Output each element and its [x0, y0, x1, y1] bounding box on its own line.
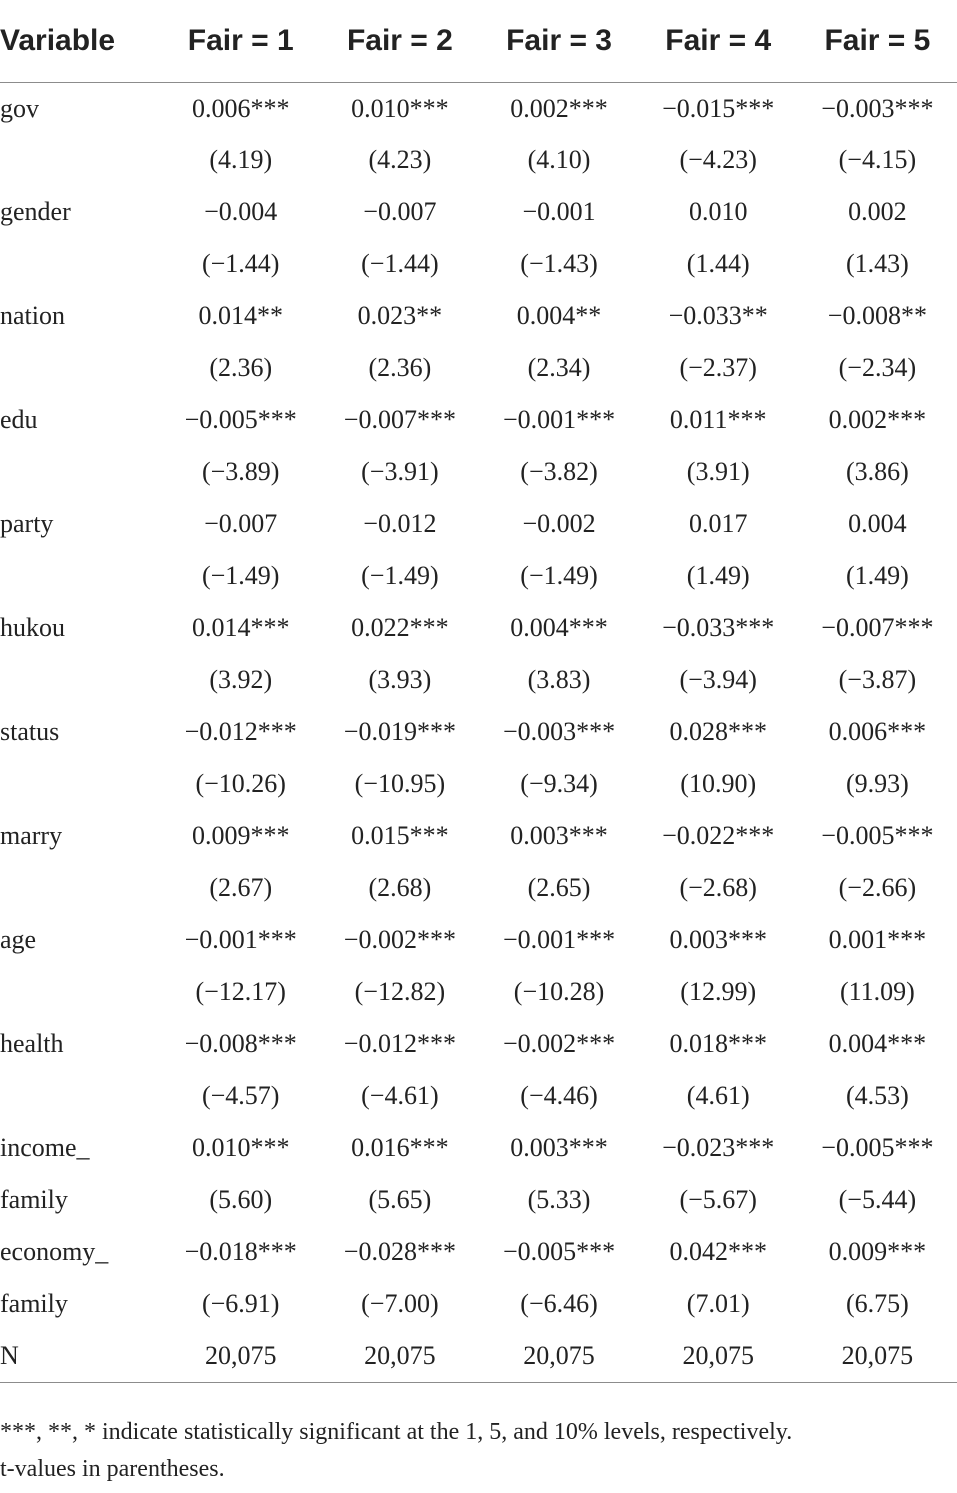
variable-name-cell: status — [0, 717, 60, 746]
fair-3-cell: −0.002*** — [502, 1029, 616, 1058]
fair-5-cell: 0.004*** — [828, 1029, 927, 1058]
fair-1-cell: 20,075 — [161, 1330, 320, 1382]
fair-5-cell: 20,075 — [798, 1330, 957, 1382]
fair-4-cell: (−2.37) — [679, 353, 757, 382]
fair-3-cell: 0.004** — [516, 301, 602, 330]
fair-2-cell: −0.028*** — [343, 1237, 456, 1266]
fair-3-cell: (4.10) — [527, 145, 591, 174]
fair-2-cell: (3.93) — [368, 665, 432, 694]
variable-name-cell: party — [0, 509, 54, 538]
table-row — [0, 342, 957, 394]
variable-name-cell: marry — [0, 821, 63, 850]
fair-1-cell: 0.014** — [198, 301, 283, 330]
table-row — [0, 1278, 957, 1330]
fair-1-cell: 0.014*** — [191, 613, 290, 642]
table-row — [0, 706, 957, 758]
fair-5-cell: 0.002 — [848, 197, 907, 226]
fair-5-cell: (1.43) — [845, 249, 909, 278]
fair-4-cell: −0.015*** — [662, 94, 775, 124]
table-row — [0, 238, 957, 290]
fair-1-cell: −0.008*** — [184, 1029, 297, 1058]
fair-2-cell: (−3.91) — [361, 457, 439, 486]
fair-5-cell: (9.93) — [845, 769, 909, 798]
fair-2-cell: −0.002*** — [343, 925, 456, 954]
fair-4-cell: (1.49) — [686, 561, 750, 590]
fair-1-cell: (−4.57) — [201, 1081, 280, 1110]
fair-5-cell: 0.009*** — [828, 1237, 927, 1266]
fair-1-cell: (3.92) — [209, 665, 273, 694]
fair-4-cell: (3.91) — [686, 457, 750, 486]
fair-5-cell: 0.006*** — [828, 717, 927, 746]
fair-1-cell: −0.007 — [204, 509, 278, 538]
fair-2-cell: (−1.44) — [361, 249, 439, 278]
fair-3-cell: (−6.46) — [520, 1289, 598, 1318]
variable-name-cell — [0, 966, 161, 1018]
fair-5-cell: 0.001*** — [828, 925, 927, 954]
fair-4-cell: −0.033** — [668, 301, 768, 330]
fair-4-cell: −0.023*** — [662, 1133, 775, 1162]
fair-2-cell: −0.012 — [363, 509, 437, 538]
variable-name-cell — [0, 862, 161, 914]
fair-2-cell: −0.012*** — [343, 1029, 456, 1058]
fair-4-cell: (10.90) — [680, 769, 757, 798]
table-row — [0, 82, 957, 134]
variable-name-cell: edu — [0, 405, 38, 434]
table-row — [0, 914, 957, 966]
fair-2-cell: −0.007*** — [343, 405, 456, 434]
fair-3-cell: −0.001*** — [502, 925, 616, 954]
fair-4-cell: 0.018*** — [669, 1029, 767, 1058]
table-body — [0, 82, 957, 1382]
fair-2-cell: 0.023** — [357, 301, 443, 330]
header-fair-3: Fair = 3 — [479, 0, 638, 82]
fair-3-cell: −0.001*** — [502, 405, 616, 434]
table-row — [0, 1070, 957, 1122]
fair-1-cell: −0.018*** — [184, 1237, 297, 1266]
fair-4-cell: (7.01) — [686, 1289, 750, 1318]
table-row — [0, 1018, 957, 1070]
table-notes — [0, 1414, 957, 1488]
variable-name-cell: N — [0, 1330, 161, 1382]
fair-4-cell: (−5.67) — [679, 1185, 757, 1214]
fair-3-cell: (5.33) — [527, 1185, 591, 1214]
fair-4-cell: −0.022*** — [662, 821, 775, 850]
fair-1-cell: (−6.91) — [201, 1289, 280, 1318]
fair-3-cell: (−1.43) — [520, 249, 598, 278]
fair-2-cell: 0.010*** — [351, 94, 449, 124]
fair-2-cell: (2.68) — [368, 873, 432, 902]
fair-2-cell: (4.23) — [368, 145, 432, 174]
fair-4-cell: (12.99) — [680, 977, 757, 1006]
fair-4-cell: 20,075 — [639, 1330, 798, 1382]
table-row — [0, 602, 957, 654]
fair-1-cell: (2.67) — [209, 873, 273, 902]
fair-2-cell: (−1.49) — [361, 561, 439, 590]
fair-1-cell: −0.004 — [204, 197, 278, 226]
variable-name-cell: family — [0, 1289, 68, 1318]
t-values-note: t-values in parentheses. — [0, 1456, 225, 1482]
fair-5-cell: (−3.87) — [838, 665, 917, 694]
fair-3-cell: (2.65) — [527, 873, 591, 902]
fair-2-cell: (−10.95) — [354, 769, 446, 798]
table-row — [0, 654, 957, 706]
fair-3-cell: (−9.34) — [520, 769, 598, 798]
fair-3-cell: −0.003*** — [502, 717, 616, 746]
table-row — [0, 394, 957, 446]
fair-1-cell: (2.36) — [209, 353, 273, 382]
fair-1-cell: 0.009*** — [191, 821, 290, 850]
table-row — [0, 758, 957, 810]
variable-name-cell: hukou — [0, 613, 65, 642]
fair-1-cell: −0.012*** — [184, 717, 297, 746]
fair-5-cell: (4.53) — [845, 1081, 909, 1110]
table-row — [0, 446, 957, 498]
variable-name-cell — [0, 134, 161, 186]
variable-name-cell — [0, 238, 161, 290]
fair-2-cell: −0.007 — [363, 197, 437, 226]
fair-1-cell: (−3.89) — [201, 457, 280, 486]
fair-4-cell: 0.017 — [688, 509, 748, 538]
variable-name-cell — [0, 1070, 161, 1122]
variable-name-cell: age — [0, 925, 37, 954]
fair-5-cell: −0.008** — [827, 301, 927, 330]
variable-name-cell — [0, 758, 161, 810]
header-variable: Variable — [0, 0, 161, 82]
table-row — [0, 498, 957, 550]
table-row — [0, 1122, 957, 1174]
fair-5-cell: (6.75) — [845, 1289, 909, 1318]
fair-4-cell: 0.011*** — [669, 405, 767, 434]
fair-3-cell: −0.001 — [522, 197, 596, 226]
header-fair-2: Fair = 2 — [320, 0, 479, 82]
fair-5-cell: −0.003*** — [821, 94, 934, 124]
fair-1-cell: −0.001*** — [184, 925, 297, 954]
fair-2-cell: (2.36) — [368, 353, 432, 382]
fair-3-cell: −0.002 — [522, 509, 596, 538]
header-fair-1: Fair = 1 — [161, 0, 320, 82]
fair-4-cell: (−4.23) — [679, 145, 757, 174]
variable-name-cell: nation — [0, 301, 65, 330]
table-header-row — [0, 0, 957, 82]
fair-1-cell: 0.010*** — [191, 1133, 290, 1162]
fair-1-cell: (4.19) — [209, 145, 273, 174]
table-row — [0, 134, 957, 186]
fair-3-cell: (−10.28) — [513, 977, 605, 1006]
fair-1-cell: 0.006*** — [191, 94, 290, 124]
fair-3-cell: (3.83) — [527, 665, 591, 694]
fair-3-cell: 0.002*** — [510, 94, 608, 124]
fair-3-cell: 0.003*** — [510, 1133, 608, 1162]
significance-note: ***, **, * indicate statistically significant at the 1, 5, and 10% levels, respectively. — [0, 1419, 793, 1445]
variable-name-cell — [0, 342, 161, 394]
fair-2-cell: 20,075 — [320, 1330, 479, 1382]
fair-1-cell: −0.005*** — [184, 405, 297, 434]
variable-name-cell — [0, 654, 161, 706]
fair-3-cell: 0.004*** — [510, 613, 608, 642]
fair-3-cell: (2.34) — [527, 353, 591, 382]
table-row — [0, 966, 957, 1018]
fair-2-cell: (−4.61) — [361, 1081, 439, 1110]
fair-5-cell: (1.49) — [845, 561, 909, 590]
table-row — [0, 810, 957, 862]
fair-2-cell: (−12.82) — [354, 977, 446, 1006]
fair-5-cell: (3.86) — [845, 457, 909, 486]
fair-5-cell: (−4.15) — [838, 145, 917, 174]
fair-4-cell: 0.003*** — [669, 925, 767, 954]
header-fair-5: Fair = 5 — [798, 0, 957, 82]
fair-2-cell: 0.015*** — [351, 821, 449, 850]
fair-4-cell: (4.61) — [686, 1081, 750, 1110]
fair-5-cell: −0.005*** — [821, 1133, 934, 1162]
table-row — [0, 1330, 957, 1382]
fair-4-cell: 0.042*** — [669, 1237, 767, 1266]
table-row — [0, 186, 957, 238]
fair-4-cell: −0.033*** — [662, 613, 775, 642]
fair-5-cell: −0.005*** — [821, 821, 934, 850]
variable-name-cell: health — [0, 1029, 64, 1058]
variable-name-cell — [0, 446, 161, 498]
fair-2-cell: (−7.00) — [361, 1289, 439, 1318]
fair-4-cell: (−3.94) — [679, 665, 757, 694]
table-row — [0, 290, 957, 342]
fair-1-cell: (−12.17) — [195, 977, 286, 1006]
header-fair-4: Fair = 4 — [639, 0, 798, 82]
table-row — [0, 862, 957, 914]
table-row — [0, 1174, 957, 1226]
variable-name-cell: family — [0, 1185, 68, 1214]
fair-3-cell: 0.003*** — [510, 821, 608, 850]
fair-4-cell: (−2.68) — [679, 873, 757, 902]
fair-4-cell: 0.028*** — [669, 717, 767, 746]
fair-5-cell: (11.09) — [839, 977, 915, 1006]
fair-1-cell: (−1.44) — [201, 249, 280, 278]
fair-3-cell: (−1.49) — [520, 561, 598, 590]
fair-1-cell: (5.60) — [209, 1185, 273, 1214]
fair-4-cell: 0.010 — [688, 197, 748, 226]
fair-5-cell: (−5.44) — [838, 1185, 917, 1214]
fair-2-cell: 0.016*** — [351, 1133, 449, 1162]
fair-3-cell: (−3.82) — [520, 457, 598, 486]
fair-5-cell: 0.004 — [848, 509, 907, 538]
fair-5-cell: −0.007*** — [821, 613, 934, 642]
fair-1-cell: (−10.26) — [195, 769, 286, 798]
fair-5-cell: (−2.34) — [838, 353, 917, 382]
fair-2-cell: −0.019*** — [343, 717, 456, 746]
fair-1-cell: (−1.49) — [201, 561, 280, 590]
fair-3-cell: −0.005*** — [502, 1237, 616, 1266]
fair-2-cell: (5.65) — [368, 1185, 432, 1214]
fair-5-cell: (−2.66) — [838, 873, 917, 902]
table-row — [0, 1226, 957, 1278]
fair-3-cell: (−4.46) — [520, 1081, 598, 1110]
fair-3-cell: 20,075 — [479, 1330, 638, 1382]
variable-name-cell: income_ — [0, 1133, 90, 1162]
fair-2-cell: 0.022*** — [351, 613, 449, 642]
table-row — [0, 550, 957, 602]
variable-name-cell: economy_ — [0, 1237, 109, 1266]
fair-4-cell: (1.44) — [686, 249, 750, 278]
variable-name-cell: gov — [0, 94, 39, 124]
variable-name-cell: gender — [0, 197, 71, 226]
fair-5-cell: 0.002*** — [828, 405, 927, 434]
variable-name-cell — [0, 550, 161, 602]
